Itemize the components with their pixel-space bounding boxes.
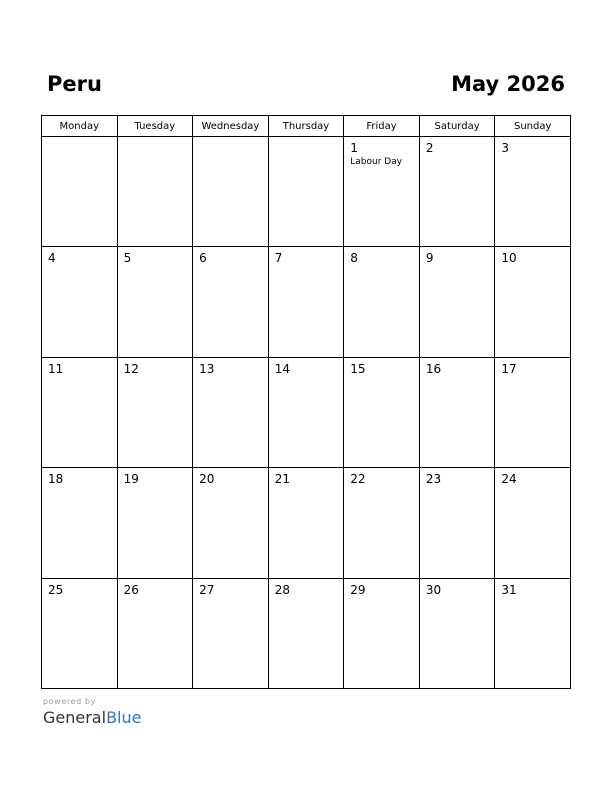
day-cell [344, 137, 420, 247]
day-number [269, 137, 344, 141]
generalblue-logo[interactable] [43, 708, 141, 728]
day-cell [193, 468, 269, 578]
day-cell [344, 468, 420, 578]
day-cell [42, 357, 118, 467]
weekday-header: Thursday [268, 116, 344, 137]
calendar-grid [41, 115, 571, 689]
day-number: 11 [48, 361, 64, 376]
day-number: 25 [48, 582, 64, 597]
day-number: 28 [274, 582, 290, 597]
day-number: 10 [501, 251, 517, 266]
week-row [42, 247, 571, 357]
day-number: 8 [350, 251, 358, 266]
day-cell [344, 247, 420, 357]
day-cell [42, 137, 118, 247]
day-cell [117, 468, 193, 578]
day-cell [42, 578, 118, 688]
weekday-header-row [42, 116, 571, 137]
weekday-header: Monday [42, 116, 118, 137]
day-cell [42, 247, 118, 357]
day-number: 31 [501, 582, 517, 597]
day-number: 26 [123, 582, 139, 597]
day-number [118, 137, 193, 141]
day-cell [117, 247, 193, 357]
weekday-header: Tuesday [117, 116, 193, 137]
day-number: 5 [123, 251, 132, 266]
day-number: 23 [425, 472, 442, 487]
day-number: 7 [274, 251, 283, 266]
day-number: 30 [425, 582, 442, 597]
day-cell [344, 578, 420, 688]
day-cell [268, 247, 344, 357]
day-number: 16 [425, 361, 442, 376]
day-number: 19 [123, 472, 139, 487]
day-cell [495, 357, 571, 467]
day-cell [495, 468, 571, 578]
day-number [42, 137, 117, 141]
day-cell [268, 137, 344, 247]
day-cell [193, 578, 269, 688]
day-number: 12 [123, 361, 139, 376]
weekday-header: Friday [344, 116, 420, 137]
day-cell [495, 247, 571, 357]
day-number: 1 [350, 141, 358, 155]
day-cell [419, 357, 495, 467]
day-number: 29 [350, 582, 366, 597]
day-number: 13 [199, 361, 215, 376]
day-number: 24 [501, 472, 517, 487]
week-row [42, 578, 571, 688]
day-number: 20 [199, 472, 215, 487]
day-cell [193, 137, 269, 247]
day-cell [117, 578, 193, 688]
country-title: Peru [47, 72, 102, 96]
day-cell [419, 578, 495, 688]
day-cell [193, 247, 269, 357]
day-number: 4 [48, 251, 56, 266]
weekday-header: Saturday [419, 116, 495, 137]
day-number: 2 [425, 141, 434, 155]
weekday-header: Wednesday [193, 116, 269, 137]
day-number: 21 [274, 472, 290, 487]
day-cell [419, 468, 495, 578]
day-number: 22 [350, 472, 366, 487]
powered-by-label: powered by [43, 697, 96, 706]
brand-blue-text: Blue [106, 708, 142, 727]
day-number: 15 [350, 361, 366, 376]
day-cell [268, 357, 344, 467]
day-number: 9 [425, 251, 434, 266]
day-cell [419, 137, 495, 247]
day-cell [42, 468, 118, 578]
day-number: 3 [501, 141, 510, 155]
day-number: 6 [199, 251, 207, 266]
week-row [42, 468, 571, 578]
day-cell [268, 468, 344, 578]
day-cell [495, 578, 571, 688]
day-number: 27 [199, 582, 215, 597]
day-cell [193, 357, 269, 467]
day-number [193, 137, 268, 141]
brand-general-text: General [43, 708, 107, 727]
week-row [42, 137, 571, 247]
month-year-title: May 2026 [451, 72, 565, 96]
day-cell [495, 137, 571, 247]
weekday-header: Sunday [495, 116, 571, 137]
week-row [42, 357, 571, 467]
day-number: 17 [501, 361, 517, 376]
day-cell [268, 578, 344, 688]
footer-branding [43, 696, 141, 728]
day-cell [117, 137, 193, 247]
day-cell [117, 357, 193, 467]
day-cell [344, 357, 420, 467]
day-number: 18 [48, 472, 64, 487]
day-number: 14 [274, 361, 290, 376]
day-cell [419, 247, 495, 357]
holiday-label: Labour Day [350, 157, 403, 167]
